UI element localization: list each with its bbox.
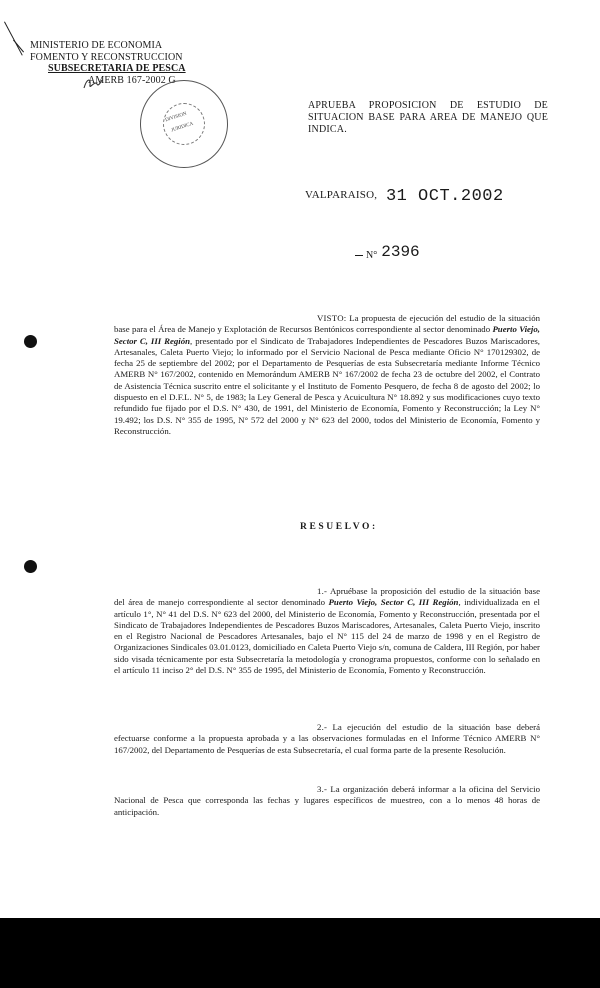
seal-text: DIVISION: [164, 111, 188, 124]
resolution-article-2: [114, 722, 540, 756]
article-text: Apruébase la proposición del estudio de la situación base del área de manejo correspondiente al sector denominado: [114, 586, 540, 608]
article-number: 1.-: [317, 586, 328, 596]
official-seal-stamp: [140, 80, 228, 168]
punch-hole: [24, 560, 37, 573]
article-text: La organización deberá informar a la oficina del Servicio Nacional de Pesca que corresponda las fechas y lugares específicos de muestreo, con a lo menos 48 horas de anticipación.: [114, 784, 540, 817]
place-date-line: [305, 185, 504, 204]
article-number: 2.-: [317, 722, 328, 732]
sector-name: Puerto Viejo, Sector C, III Región: [114, 324, 540, 346]
resolution-article-3: [114, 784, 540, 818]
visto-text: , presentado por el Sindicato de Trabajadores Independientes de Pescadores Buzos Mariscadores, Artesanales, Caleta Puerto Viejo; lo informado por el Servicio Nacional de Pesca mediante Oficio N° 170129302, de fecha 25 de septiembre del 2002; por el Departamento de Pesquerías de esta Subsecretaría mediante Informe Técnico AMERB N° 167/2002, contenido en Memorándum AMERB N° 167/2002 de fecha 23 de octubre del 2002, el Contrato de Asistencia Técnica suscrito entre el solicitante y el Instituto de Fomento Pesquero, de fecha 8 de agosto del 2002; lo dispuesto en el D.F.L. N° 5, de 1983; la Ley General de Pesca y Acuicultura N° 18.892 y sus modificaciones cuyo texto refundido fue fijado por el D.S. N° 430, de 1991, del Ministerio de Economía, Fomento y Reconstrucción; la Ley N° 19.492; los D.S. N° 355 de 1995, N° 572 del 2000 y N° 623 del 2000, todos del Ministerio de Economía, Fomento y Reconstrucción.: [114, 335, 540, 436]
visto-paragraph: [114, 313, 540, 437]
scan-bottom-border: [0, 918, 600, 988]
reference-code: AMERB 167-2002 G: [88, 74, 176, 86]
resolution-number-value: 2396: [381, 243, 420, 261]
initials-signature: [82, 76, 104, 92]
ministry-line: FOMENTO Y RECONSTRUCCION: [30, 51, 183, 63]
article-text: , individualizada en el artículo 1°, N° 41 del D.S. N° 623 del 2000, del Ministerio de Economía, Fomento y Reconstrucción, presentada por el Sindicato de Trabajadores Independientes de Pescadores Buzos Mariscadores, Artesanales, Caleta Puerto Viejo, inscrito en el Registro Nacional de Pescadores Artesanales, bajo el N° 115 del 24 de marzo de 1998 y en el Registro de Organizaciones Sindicales 03.01.0123, domiciliado en Caleta Puerto Viejo s/n, comuna de Caldera, III Región, por haber sido visada técnicamente por esta Subsecretaría la metodología y cronograma propuestos, conforme con lo señalado en el artículo 11 inciso 2° del D.S. N° 355 de 1995, del Ministerio de Economía, Fomento y Reconstrucción.: [114, 597, 540, 676]
place-name: VALPARAISO,: [305, 189, 378, 201]
visto-text: La propuesta de ejecución del estudio de la situación base para el Área de Manejo y Explotación de Recursos Bentónicos correspondiente al sector denominado: [114, 313, 540, 335]
subsecretaria-line: SUBSECRETARIA DE PESCA: [48, 63, 186, 74]
ministry-line: MINISTERIO DE ECONOMIA: [30, 40, 163, 51]
resolution-article-1: [114, 586, 540, 676]
resolution-number: [355, 245, 420, 263]
resolution-subject: APRUEBA PROPOSICION DE ESTUDIO DE SITUACION BASE PARA AREA DE MANEJO QUE INDICA.: [308, 100, 548, 135]
number-dash: [355, 255, 363, 256]
visto-label: VISTO:: [317, 313, 347, 323]
number-label: N°: [366, 250, 378, 261]
seal-text: JURIDICA: [170, 121, 194, 134]
resuelvo-heading: RESUELVO:: [300, 522, 378, 532]
sector-name: Puerto Viejo, Sector C, III Región: [328, 597, 459, 608]
article-number: 3.-: [317, 784, 328, 794]
stamped-date: 31 OCT.2002: [385, 187, 504, 206]
article-text: La ejecución del estudio de la situación base deberá efectuarse conforme a la propuesta aprobada y a las observaciones formuladas en el Informe Técnico AMERB N° 167/2002, del Departamento de Pesquerías de esta Subsecretaría, el cual forma parte de la presente Resolución.: [114, 722, 540, 755]
punch-hole: [24, 335, 37, 348]
ministry-header: [30, 40, 186, 86]
